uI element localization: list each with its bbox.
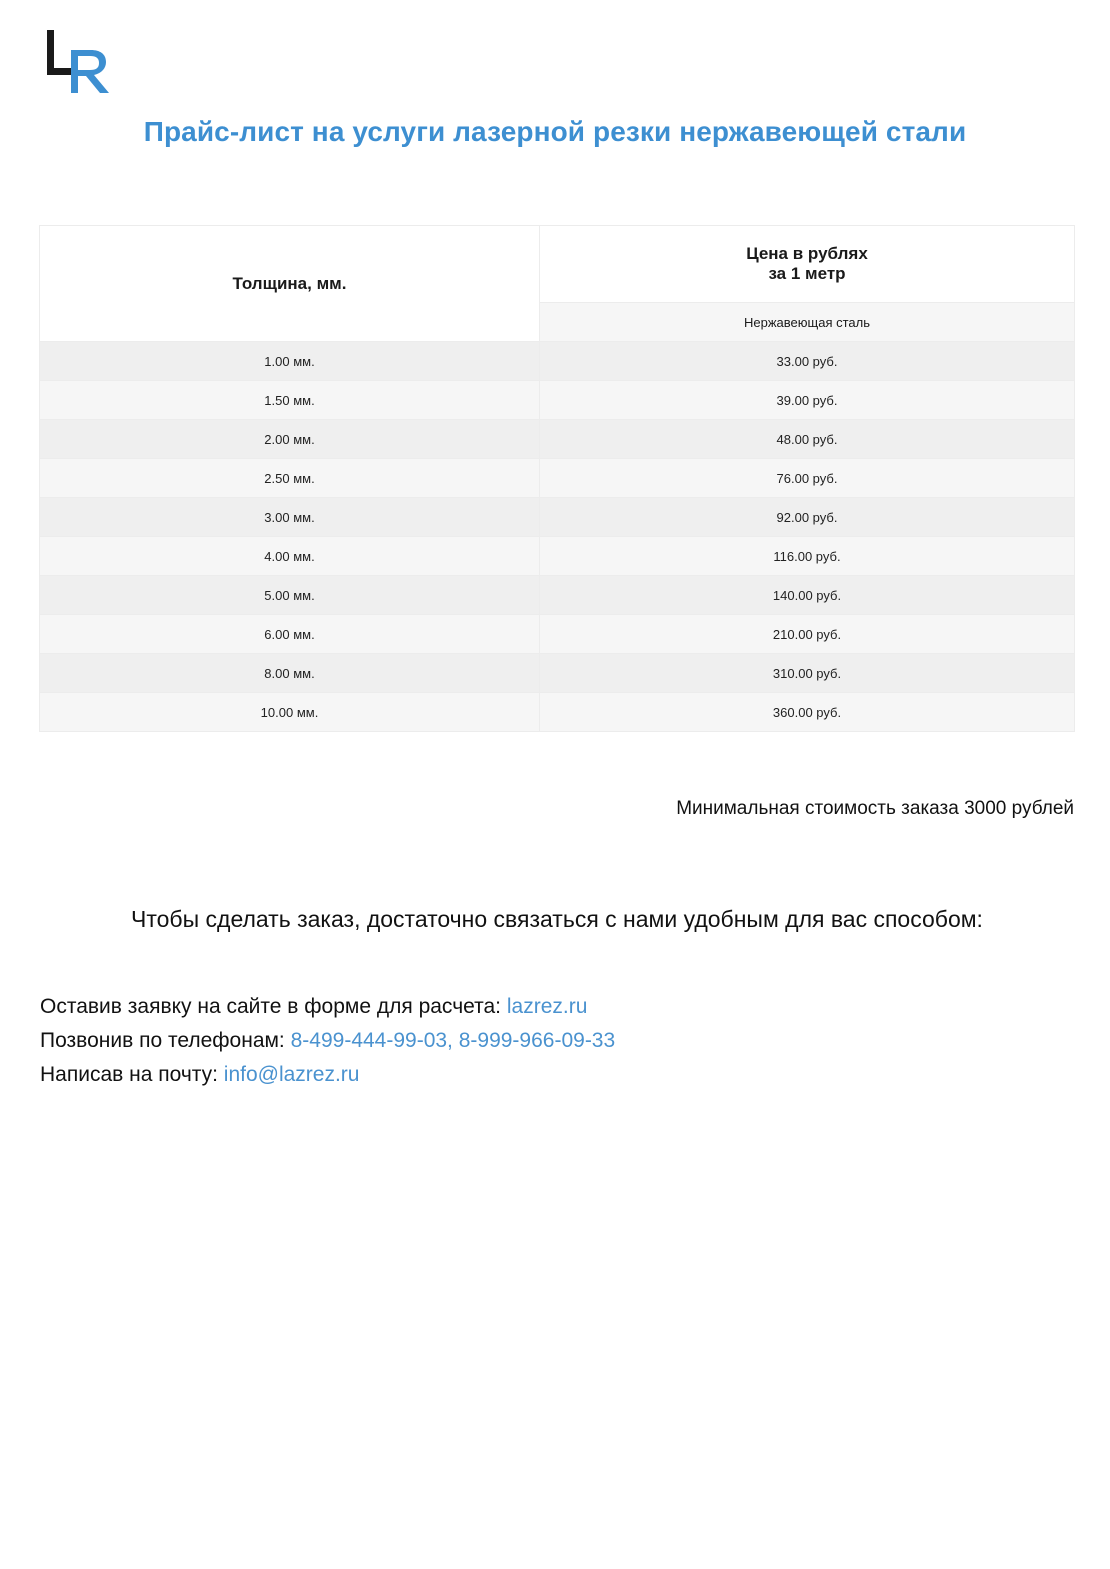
site-link[interactable]: lazrez.ru: [506, 995, 588, 1018]
table-row: [40, 654, 1075, 693]
price-cell: 210.00 руб.: [540, 615, 1075, 654]
header-material: Нержавеющая сталь: [540, 303, 1075, 342]
table-row: [40, 420, 1075, 459]
table-row: [40, 459, 1075, 498]
contact-site-label: Оставив заявку на сайте в форме для расчета:: [40, 995, 507, 1018]
price-cell: 33.00 руб.: [540, 342, 1075, 381]
price-table: [39, 225, 1075, 732]
header-price: [540, 226, 1075, 303]
thickness-cell: 10.00 мм.: [40, 693, 540, 732]
price-cell: 140.00 руб.: [540, 576, 1075, 615]
phone-link[interactable]: 8-499-444-99-03, 8-999-966-09-33: [290, 1029, 616, 1052]
price-cell: 48.00 руб.: [540, 420, 1075, 459]
contacts-block: [40, 990, 615, 1092]
header-price-line2: за 1 метр: [768, 264, 846, 283]
price-cell: 360.00 руб.: [540, 693, 1075, 732]
price-cell: 76.00 руб.: [540, 459, 1075, 498]
thickness-cell: 2.00 мм.: [40, 420, 540, 459]
price-cell: 310.00 руб.: [540, 654, 1075, 693]
thickness-cell: 2.50 мм.: [40, 459, 540, 498]
contact-email-label: Написав на почту:: [40, 1063, 224, 1086]
table-row: [40, 381, 1075, 420]
thickness-cell: 1.50 мм.: [40, 381, 540, 420]
min-order-note: Минимальная стоимость заказа 3000 рублей: [676, 798, 1074, 819]
order-intro: Чтобы сделать заказ, достаточно связаться с нами удобным для вас способом:: [131, 906, 983, 932]
contact-email-line: [40, 1058, 615, 1092]
contact-phone-line: [40, 1024, 615, 1058]
email-link[interactable]: info@lazrez.ru: [223, 1063, 360, 1086]
thickness-cell: 4.00 мм.: [40, 537, 540, 576]
table-row: [40, 537, 1075, 576]
table-row: [40, 615, 1075, 654]
contact-phone-label: Позвонив по телефонам:: [40, 1029, 291, 1052]
table-row: [40, 498, 1075, 537]
contact-site-line: [40, 990, 615, 1024]
price-cell: 92.00 руб.: [540, 498, 1075, 537]
header-thickness: Толщина, мм.: [40, 226, 540, 342]
price-cell: 39.00 руб.: [540, 381, 1075, 420]
thickness-cell: 1.00 мм.: [40, 342, 540, 381]
table-row: [40, 342, 1075, 381]
table-row: [40, 576, 1075, 615]
header-price-line1: Цена в рублях: [746, 244, 868, 263]
thickness-cell: 3.00 мм.: [40, 498, 540, 537]
thickness-cell: 6.00 мм.: [40, 615, 540, 654]
thickness-cell: 8.00 мм.: [40, 654, 540, 693]
table-row: [40, 693, 1075, 732]
page-title: Прайс-лист на услуги лазерной резки нержавеющей стали: [143, 116, 967, 147]
price-cell: 116.00 руб.: [540, 537, 1075, 576]
thickness-cell: 5.00 мм.: [40, 576, 540, 615]
lazrez-logo: [44, 28, 116, 98]
